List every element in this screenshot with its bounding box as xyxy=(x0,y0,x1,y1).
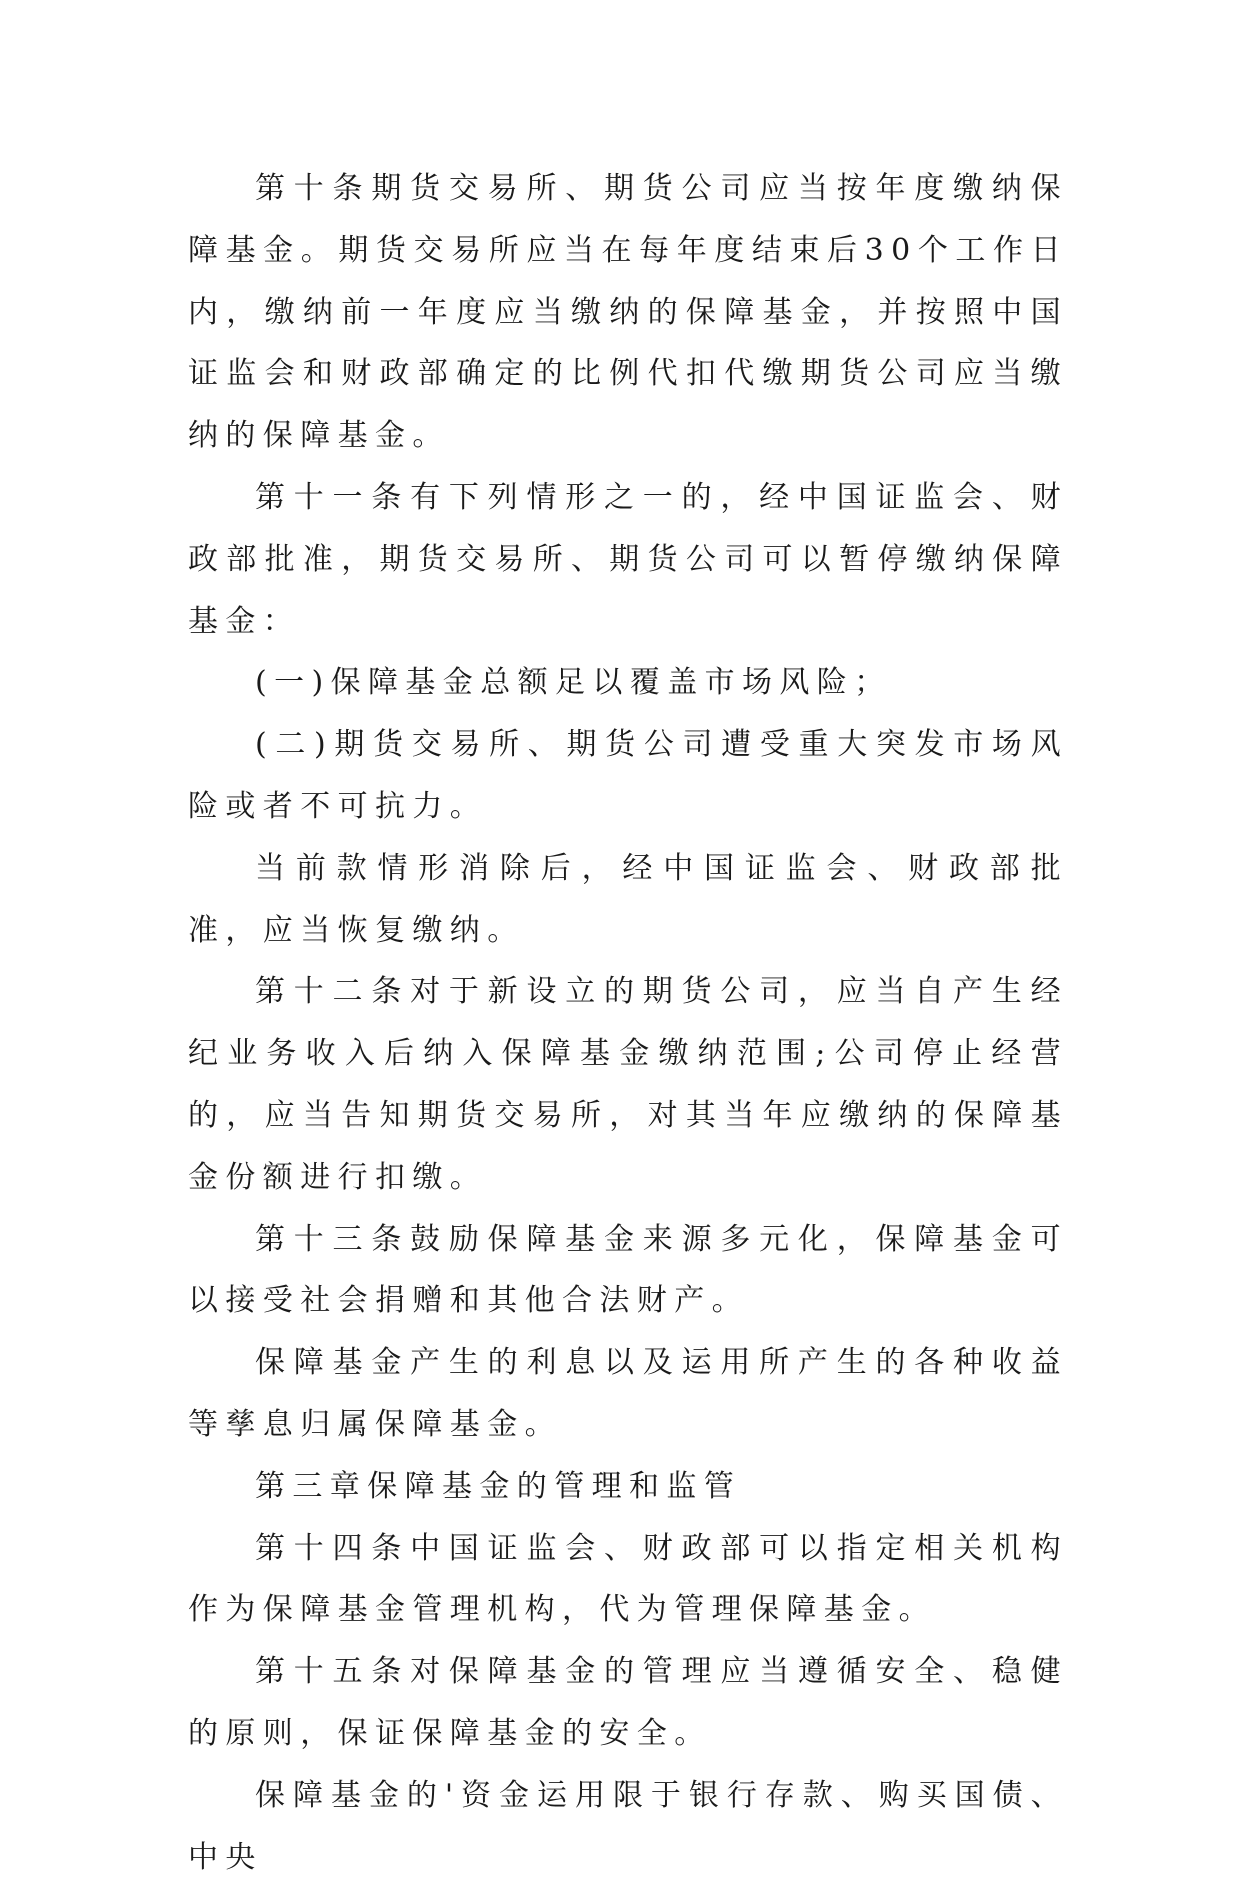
document-body xyxy=(188,158,1068,1888)
paragraph-article-15: 第十五条对保障基金的管理应当遵循安全、稳健的原则，保证保障基金的安全。 xyxy=(188,1654,1068,1751)
chapter-heading: 第三章保障基金的管理和监管 xyxy=(255,1468,742,1504)
paragraph-item-2: (二)期货交易所、期货公司遭受重大突发市场风险或者不可抗力。 xyxy=(188,727,1068,824)
paragraph-article-14: 第十四条中国证监会、财政部可以指定相关机构作为保障基金管理机构，代为管理保障基金。 xyxy=(188,1530,1068,1628)
paragraph-fund-use: 保障基金的'资金运用限于银行存款、购买国债、中央 xyxy=(188,1777,1068,1875)
paragraph-article-12: 第十二条对于新设立的期货公司，应当自产生经纪业务收入后纳入保障基金缴纳范围;公司停止经营的，应当告知期货交易所，对其当年应缴纳的保障基金份额进行扣缴。 xyxy=(188,974,1068,1195)
paragraph-resume-payment: 当前款情形消除后，经中国证监会、财政部批准，应当恢复缴纳。 xyxy=(188,850,1068,948)
paragraph-article-10: 第十条期货交易所、期货公司应当按年度缴纳保障基金。期货交易所应当在每年度结束后30个工作日内，缴纳前一年度应当缴纳的保障基金，并按照中国证监会和财政部确定的比例代扣代缴期货公司应当缴纳的保障基金。 xyxy=(188,171,1068,454)
paragraph-article-11: 第十一条有下列情形之一的，经中国证监会、财政部批准，期货交易所、期货公司可以暂停缴纳保障基金： xyxy=(188,479,1068,639)
paragraph-item-1: (一)保障基金总额足以覆盖市场风险； xyxy=(255,665,892,701)
paragraph-interest: 保障基金产生的利息以及运用所产生的各种收益等孳息归属保障基金。 xyxy=(188,1345,1068,1442)
paragraph-article-13: 第十三条鼓励保障基金来源多元化，保障基金可以接受社会捐赠和其他合法财产。 xyxy=(188,1221,1068,1319)
